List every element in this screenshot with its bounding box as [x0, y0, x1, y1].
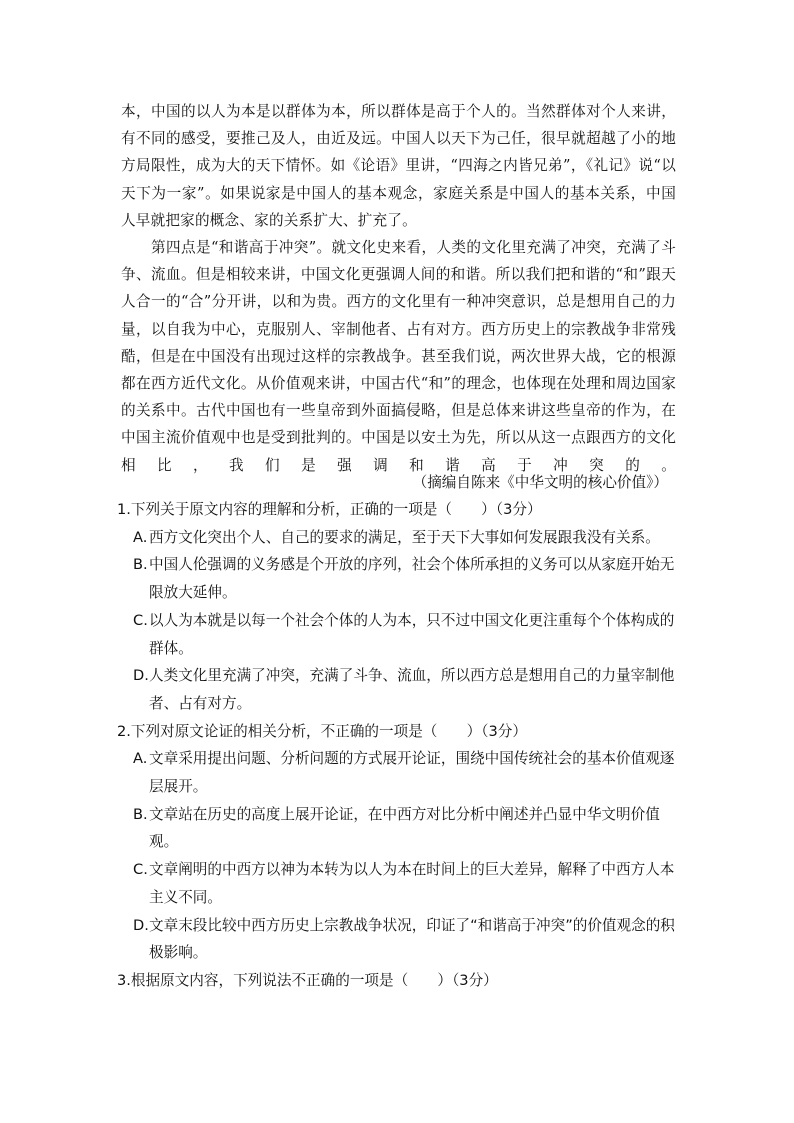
option-text: 以人为本就是以每一个社会个体的人为本，只不过中国文化更注重每个个体构成的群体。: [149, 611, 675, 657]
question-1: [117, 496, 681, 718]
question-stem: 2.下列对原文论证的相关分析，不正确的一项是（ ）（3分）: [117, 722, 527, 740]
option-letter: A.: [133, 750, 148, 768]
option-text: 西方文化突出个人、自己的要求的满足，至于天下大事如何发展跟我没有关系。: [149, 528, 660, 546]
option-d: [133, 912, 681, 967]
option-letter: A.: [133, 528, 148, 546]
option-letter: D.: [133, 667, 149, 685]
passage-paragraph: 本，中国的以人为本是以群体为本，所以群体是高于个人的。当然群体对个人来讲，有不同的感受，要推己及人，由近及远。中国人以天下为己任，很早就超越了小的地方局限性，成为大的天下情怀。如《论语》里讲，“四海之内皆兄弟”，《礼记》说“以天下为一家”。如果说家是中国人的基本观念，家庭关系是中国人的基本关系，中国人早就把家的概念、家的关系扩大、扩充了。: [121, 103, 676, 229]
option-b: [133, 551, 681, 606]
reading-passage: [121, 98, 676, 479]
option-text: 中国人伦强调的义务感是个开放的序列，社会个体所承担的义务可以从家庭开始无限放大延伸。: [149, 556, 675, 602]
passage-source: （摘编自陈来《中华文明的核心价值》）: [412, 474, 668, 491]
option-letter: B.: [133, 556, 148, 574]
question-3: [117, 967, 681, 995]
option-c: [133, 607, 681, 662]
question-stem: 3.根据原文内容，下列说法不正确的一项是（ ）（3分）: [117, 971, 498, 989]
option-c: [133, 856, 681, 911]
option-a: [133, 745, 681, 800]
option-text: 文章末段比较中西方历史上宗教战争状况，印证了“和谐高于冲突”的价值观念的积极影响。: [149, 916, 675, 962]
option-text: 文章阐明的中西方以神为本转为以人为本在时间上的巨大差异，解释了中西方人本主义不同。: [149, 861, 675, 906]
question-stem: 1.下列关于原文内容的理解和分析，正确的一项是（ ）（3分）: [117, 501, 542, 518]
option-a: [133, 524, 681, 552]
option-b: [133, 801, 681, 856]
question-list: [117, 496, 681, 995]
option-letter: C.: [133, 861, 148, 879]
option-text: 文章站在历史的高度上展开论证，在中西方对比分析中阐述并凸显中华文明价值观。: [149, 805, 660, 851]
option-text: 文章采用提出问题、分析问题的方式展开论证，围绕中国传统社会的基本价值观逐层展开。: [149, 750, 675, 796]
option-letter: B.: [133, 805, 148, 823]
option-text: 人类文化里充满了冲突，充满了斗争、流血，所以西方总是想用自己的力量宰制他者、占有对方。: [149, 667, 675, 712]
option-letter: D.: [133, 916, 149, 934]
option-d: [133, 662, 681, 717]
passage-paragraph: 第四点是“和谐高于冲突”。就文化史来看，人类的文化里充满了冲突，充满了斗争、流血。但是相较来讲，中国文化更强调人间的和谐。所以我们把和谐的“和”跟天人合一的“合”分开讲，以和为贵。西方的文化里有一种冲突意识，总是想用自己的力量，以自我为中心，克服别人、宰制他者、占有对方。西方历史上的宗教战争非常残酷，但是在中国没有出现过这样的宗教战争。甚至我们说，两次世界大战，它的根源都在西方近代文化。从价值观来讲，中国古代“和”的理念，也体现在处理和周边国家的关系中。古代中国也有一些皇帝到外面搞侵略，但是总体来讲这些皇帝的作为，在中国主流价值观中也是受到批判的。中国是以安土为先，所以从这一点跟西方的文化相比，我们是强调和谐高于冲突的。: [121, 239, 676, 474]
option-letter: C.: [133, 611, 148, 629]
question-2: [117, 718, 681, 967]
